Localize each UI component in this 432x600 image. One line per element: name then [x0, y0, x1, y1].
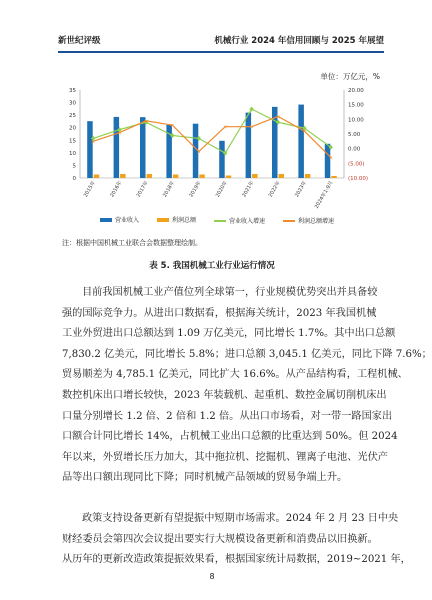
revenue-bar	[219, 141, 225, 178]
x-tick-label: 2017年	[135, 180, 150, 199]
x-tick-label: 2016年	[109, 180, 124, 199]
revenue-bar	[298, 105, 304, 178]
paragraph-line: 品等出口额出现同比下降；同时机械产品领域的贸易争端上升。	[62, 472, 348, 484]
legend-item	[283, 216, 334, 225]
y-left-tick-label: 5	[72, 163, 76, 170]
paragraph-policy	[62, 509, 411, 571]
paragraph-line: 财经委员会第四次会议提出要实行大规模设备更新和消费品以旧换新。	[62, 533, 378, 545]
legend-item	[214, 216, 265, 225]
paragraph-line: 贸易顺差为 4,785.1 亿美元，同比扩大 16.6%。从产品结构看，工程机械、	[62, 369, 408, 381]
revenue-bar	[140, 117, 146, 178]
profit-bar	[173, 174, 179, 178]
profit-bar	[226, 175, 232, 178]
y-left-tick-label: 25	[69, 113, 76, 120]
y-right-tick-label: 10.00	[348, 117, 364, 124]
profit-bar	[120, 174, 126, 178]
profit-bar	[94, 174, 100, 178]
paragraph-line: 数控机床出口增长较快，2023 年装载机、起重机、数控金属切削机床出	[62, 389, 387, 401]
y-right-tick-label: 20.00	[348, 88, 364, 94]
profit-growth-point: ×	[170, 123, 175, 130]
paragraph-line: 强的国际竞争力。从进出口数据看，根据海关统计，2023 年我国机械	[62, 307, 377, 319]
y-right-tick-label: 15.00	[348, 102, 364, 109]
profit-growth-point: ×	[249, 124, 254, 131]
y-right-tick-label: (10.00)	[348, 176, 369, 182]
profit-bar	[331, 176, 337, 178]
paragraph-line: 年以来，外贸增长压力加大，其中拖拉机、挖掘机、锂离子电池、光伏产	[62, 451, 388, 463]
profit-growth-point: ×	[302, 129, 307, 136]
y-left-tick-label: 10	[69, 150, 76, 157]
profit-growth-point: ×	[117, 130, 122, 137]
profit-bar	[252, 174, 258, 178]
x-tick-label: 2024年1-9月	[313, 180, 335, 210]
legend-swatch	[214, 220, 226, 222]
chart-units: 单位：万亿元，%	[320, 72, 380, 81]
paragraph-line: 7,830.2 亿美元，同比增长 5.8%；进口总额 3,045.1 亿美元，同比下降 7.6%；	[62, 348, 432, 360]
paragraph-line: 政策支持设备更新有望提振中短期市场需求。2024 年 2 月 23 日中央	[82, 513, 399, 524]
y-right-tick-label: 5.00	[348, 132, 361, 138]
y-left-tick-label: 35	[69, 88, 76, 94]
paragraph-line: 工业外贸进出口总额达到 1.09 万亿美元，同比增长 1.7%。其中出口总额	[62, 328, 396, 340]
legend-swatch	[283, 220, 295, 222]
x-tick-label: 2015年	[82, 180, 97, 199]
legend-item	[100, 215, 139, 224]
legend-item	[157, 215, 196, 224]
profit-bar	[147, 174, 153, 178]
revenue-profit-chart	[58, 80, 388, 230]
y-left-tick-label: 30	[69, 100, 76, 107]
table-caption: 表 5. 我国机械工业行业运行情况	[149, 261, 275, 271]
header-report-title: 机械行业 2024 年信用回顾与 2025 年展望	[214, 36, 384, 46]
profit-growth-point: ×	[222, 124, 228, 131]
legend-label: 利润总额	[172, 217, 197, 224]
revenue-growth-line	[90, 109, 331, 153]
paragraph-line: 目前我国机械工业产值位列全球第一，行业规模优势突出并具备较	[82, 287, 378, 298]
paragraph-line: 从历年的更新改造政策提振效果看，根据国家统计局数据，2019~2021 年，	[62, 554, 411, 566]
profit-growth-point: ×	[275, 114, 281, 121]
chart-legend	[100, 215, 352, 225]
paragraph-trade	[62, 283, 432, 489]
profit-growth-point: ×	[328, 155, 334, 162]
y-left-tick-label: 15	[69, 138, 76, 145]
y-left-tick-label: 20	[69, 125, 76, 132]
legend-label: 营业收入	[115, 217, 140, 224]
legend-label: 利润总额增速	[298, 218, 335, 226]
x-tick-label: 2018年	[162, 180, 177, 199]
y-right-tick-label: 0.00	[348, 146, 361, 153]
x-tick-label: 2020年	[214, 180, 229, 199]
revenue-bar	[246, 113, 252, 178]
profit-growth-point: ×	[196, 149, 202, 156]
profit-bar	[279, 174, 285, 178]
profit-growth-point: ×	[143, 118, 149, 125]
header-divider	[58, 51, 384, 53]
x-tick-label: 2022年	[267, 180, 282, 199]
legend-swatch	[100, 218, 112, 222]
y-left-tick-label: 0	[72, 176, 76, 182]
x-tick-label: 2021年	[241, 180, 256, 199]
paragraph-line: 口额合计同比增长 14%，占机械工业出口总额的比重达到 50%。但 2024	[62, 431, 398, 443]
header-publisher: 新世纪评级	[58, 36, 101, 46]
page-number: 8	[209, 572, 215, 581]
legend-swatch	[157, 218, 169, 222]
profit-growth-line	[90, 116, 331, 157]
profit-growth-point: ×	[90, 139, 96, 146]
revenue-bar	[87, 121, 93, 178]
legend-label: 营业收入增速	[229, 218, 266, 226]
paragraph-line: 口量分别增长 1.2 倍、2 倍和 1.2 倍。从出口市场看，对一带一路国家出	[62, 410, 393, 422]
x-tick-label: 2023年	[294, 180, 309, 199]
page-header	[58, 34, 384, 52]
profit-bar	[305, 174, 311, 178]
profit-bar	[199, 174, 205, 178]
revenue-bar	[114, 117, 120, 178]
x-tick-label: 2019年	[188, 180, 203, 199]
chart-note: 注：根据中国机械工业联合会数据整理绘制。	[62, 239, 202, 247]
y-right-tick-label: (5.00)	[348, 161, 365, 168]
